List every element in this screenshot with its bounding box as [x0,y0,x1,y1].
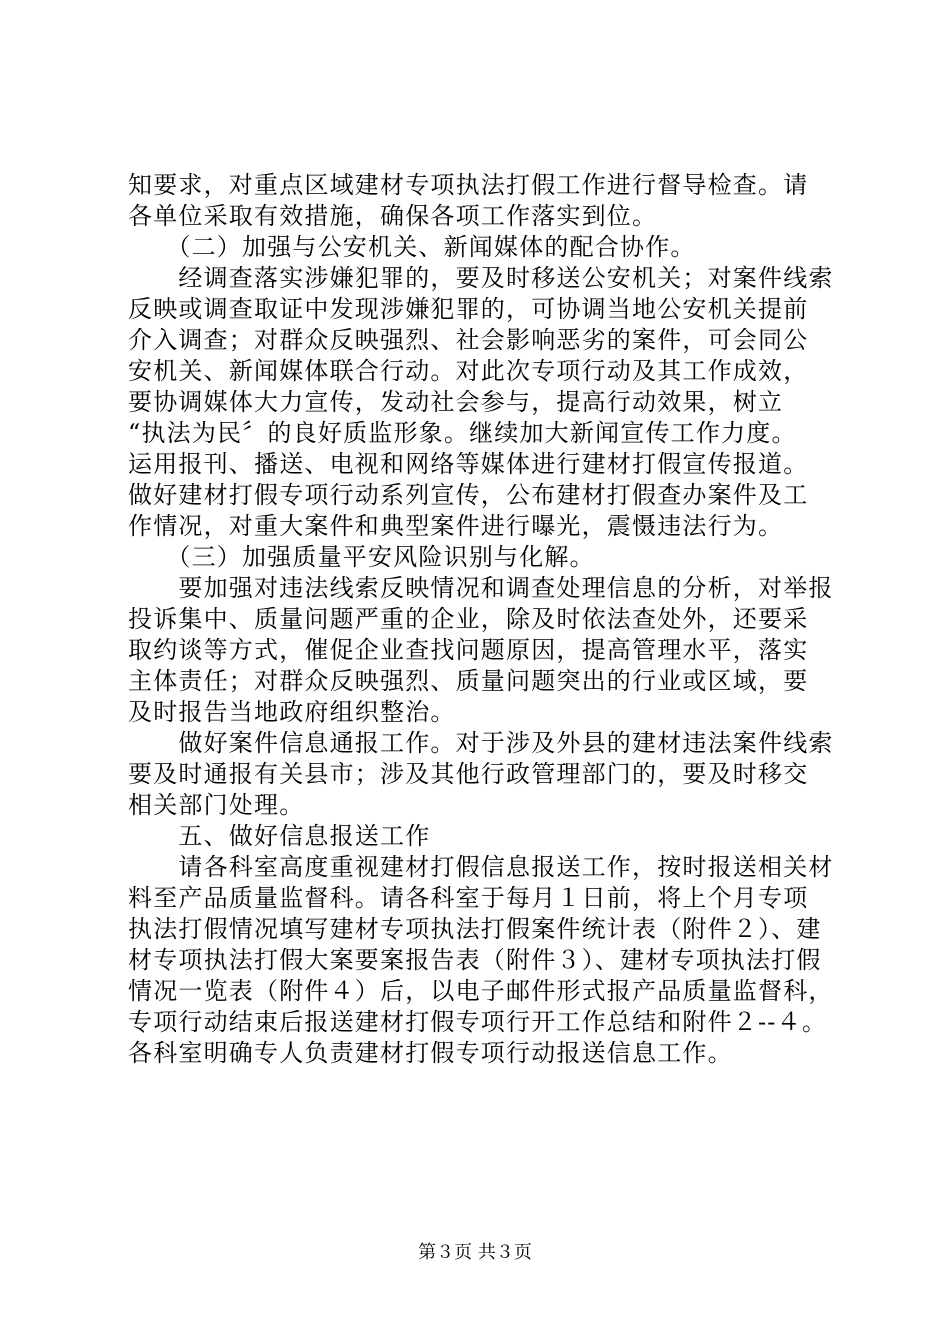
text-line: 做好案件信息通报工作。对于涉及外县的建材违法案件线索 [128,729,834,757]
text-line: 执法打假情况填写建材专项执法打假案件统计表（附件２）、建 [128,915,822,943]
text-line: 投诉集中、质量问题严重的企业，除及时依法查处外，还要采 [128,605,809,633]
text-line: 要及时通报有关县市；涉及其他行政管理部门的，要及时移交 [128,760,809,788]
text-line: 介入调查；对群众反映强烈、社会影响恶劣的案件，可会同公 [128,326,809,354]
text-line: 取约谈等方式，催促企业查找问题原因，提高管理水平，落实 [128,636,809,664]
text-line: 情况一览表（附件４）后，以电子邮件形式报产品质量监督科， [128,977,834,1005]
text-line: 专项行动结束后报送建材打假专项行开工作总结和附件２--４。 [128,1008,828,1036]
text-line: 相关部门处理。 [128,791,305,819]
text-line: 各单位采取有效措施，确保各项工作落实到位。 [128,202,658,230]
text-line: 做好建材打假专项行动系列宣传，公布建材打假查办案件及工 [128,481,809,509]
text-line: 反映或调查取证中发现涉嫌犯罪的，可协调当地公安机关提前 [128,295,809,323]
text-line: 要协调媒体大力宣传，发动社会参与，提高行动效果，树立 [128,388,784,416]
section-heading: 五、做好信息报送工作 [128,822,431,850]
text-line: 要加强对违法线索反映情况和调查处理信息的分析，对举报 [128,574,834,602]
text-line: 料至产品质量监督科。请各科室于每月１日前，将上个月专项 [128,884,809,912]
text-line: 材专项执法打假大案要案报告表（附件３）、建材专项执法打假 [128,946,822,974]
text-line: 作情况，对重大案件和典型案件进行曝光，震慑违法行为。 [128,512,784,540]
page-footer [0,1242,950,1264]
text-line: 各科室明确专人负责建材打假专项行动报送信息工作。 [128,1039,733,1067]
section-heading: （二）加强与公安机关、新闻媒体的配合协作。 [128,233,696,261]
document-body [128,170,834,1069]
page-number: 第３页 共３页 [418,1242,532,1263]
text-line: 主体责任；对群众反映强烈、质量问题突出的行业或区域，要 [128,667,809,695]
text-line: 及时报告当地政府组织整治。 [128,698,456,726]
section-heading: （三）加强质量平安风险识别与化解。 [128,543,595,571]
text-line: 请各科室高度重视建材打假信息报送工作，按时报送相关材 [128,853,834,881]
text-line: 经调查落实涉嫌犯罪的，要及时移送公安机关；对案件线索 [128,264,834,292]
text-line: “执法为民〞的良好质监形象。继续加大新闻宣传工作力度。 [128,419,797,447]
text-line: 运用报刊、播送、电视和网络等媒体进行建材打假宣传报道。 [128,450,809,478]
text-line: 知要求，对重点区域建材专项执法打假工作进行督导检查。请 [128,171,809,199]
text-line: 安机关、新闻媒体联合行动。对此次专项行动及其工作成效， [128,357,809,385]
